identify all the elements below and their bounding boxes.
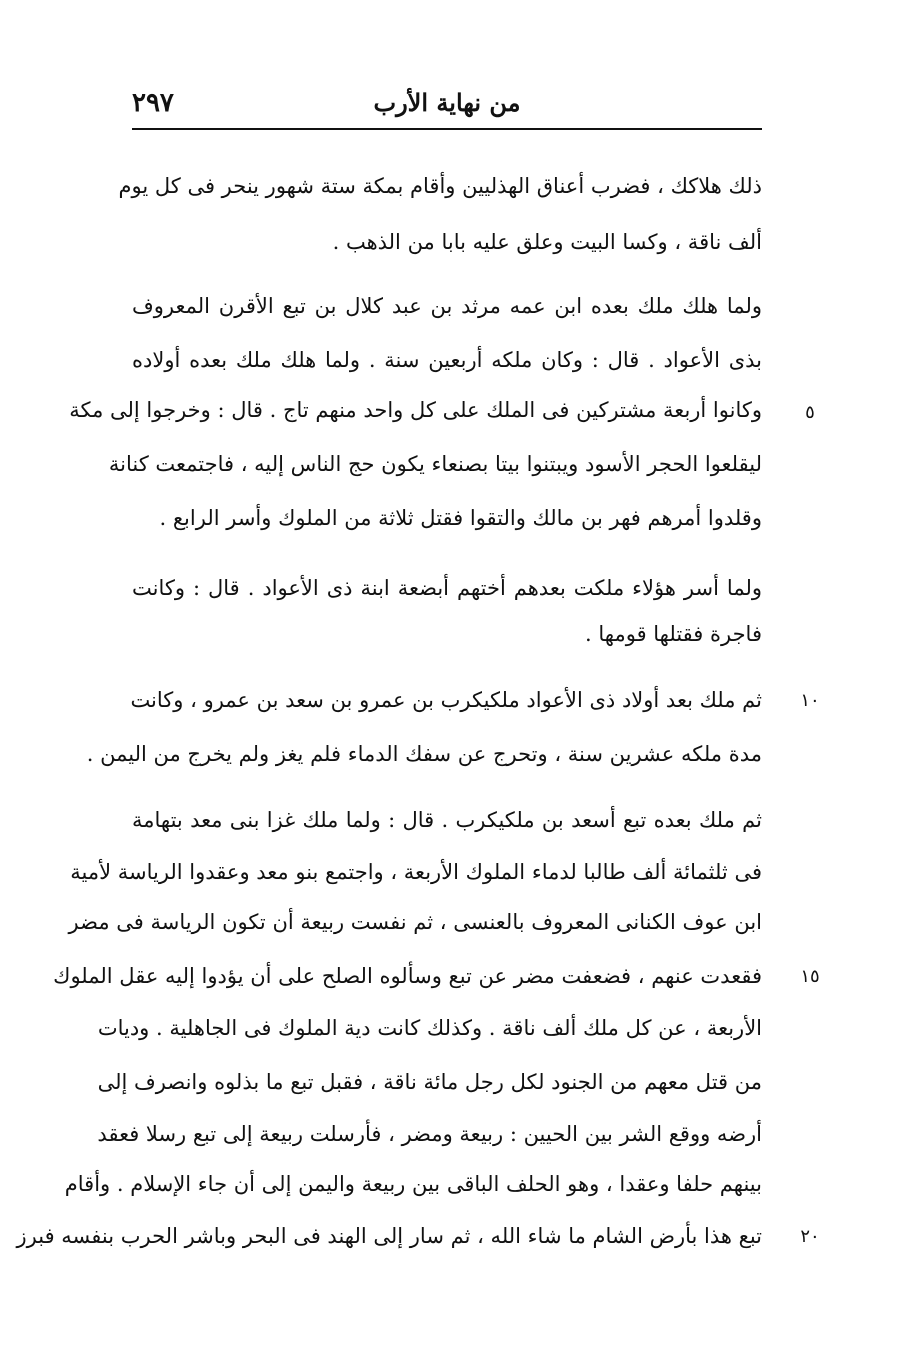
- text-line: بينهم حلفا وعقدا ، وهو الحلف الباقى بين ربيعة واليمن إلى أن جاء الإسلام . وأقام: [64, 1172, 762, 1196]
- line-number: ٢٠: [800, 1226, 820, 1247]
- text-line: بذى الأعواد . قال : وكان ملكه أربعين سنة . ولما هلك ملك بعده أولاده: [132, 348, 762, 372]
- page-number: ٢٩٧: [132, 88, 174, 118]
- text-line: ابن عوف الكنانى المعروف بالعنسى ، ثم نفست ربيعة أن تكون الرياسة فى مضر: [68, 910, 762, 934]
- text-line: وكانوا أربعة مشتركين فى الملك على كل واحد منهم تاج . قال : وخرجوا إلى مكة: [69, 398, 762, 422]
- text-line: ثم ملك بعد أولاد ذى الأعواد ملكيكرب بن عمرو بن سعد بن عمرو ، وكانت: [130, 688, 762, 712]
- text-line: ذلك هلاكك ، فضرب أعناق الهذليين وأقام بمكة ستة شهور ينحر فى كل يوم: [118, 174, 762, 198]
- page-header: [132, 84, 762, 130]
- text-line: من قتل معهم من الجنود لكل رجل مائة ناقة ، فقبل تبع ما بذلوه وانصرف إلى: [97, 1070, 762, 1094]
- line-number: ٥: [805, 402, 815, 423]
- text-line: ليقلعوا الحجر الأسود ويبتنوا بيتا بصنعاء يكون حج الناس إليه ، فاجتمعت كنانة: [108, 452, 762, 476]
- text-line: فى ثلثمائة ألف طالبا لدماء الملوك الأربعة ، واجتمع بنو معد وعقدوا الرياسة لأمية: [70, 860, 762, 884]
- line-number: ١٠: [800, 690, 820, 711]
- text-line: وقلدوا أمرهم فهر بن مالك والتقوا فقتل ثلاثة من الملوك وأسر الرابع .: [159, 506, 762, 530]
- text-line: فاجرة فقتلها قومها .: [585, 622, 762, 646]
- text-line: أرضه ووقع الشر بين الحيين : ربيعة ومضر ، فأرسلت ربيعة إلى تبع رسلا فعقد: [97, 1122, 762, 1146]
- text-line: تبع هذا بأرض الشام ما شاء الله ، ثم سار إلى الهند فى البحر وباشر الحرب بنفسه فبرز: [16, 1224, 762, 1248]
- text-line: ألف ناقة ، وكسا البيت وعلق عليه بابا من الذهب .: [332, 230, 762, 254]
- text-line: الأربعة ، عن كل ملك ألف ناقة . وكذلك كانت دية الملوك فى الجاهلية . وديات: [97, 1016, 762, 1040]
- text-line: ولما أسر هؤلاء ملكت بعدهم أختهم أبضعة ابنة ذى الأعواد . قال : وكانت: [132, 576, 762, 600]
- line-number: ١٥: [800, 966, 820, 987]
- text-line: ولما هلك ملك بعده ابن عمه مرثد بن عبد كلال بن تبع الأقرن المعروف: [132, 294, 762, 318]
- running-title: من نهاية الأرب: [373, 88, 521, 117]
- text-line: مدة ملكه عشرين سنة ، وتحرج عن سفك الدماء فلم يغز ولم يخرج من اليمن .: [86, 742, 762, 766]
- text-line: فقعدت عنهم ، فضعفت مضر عن تبع وسألوه الصلح على أن يؤدوا إليه عقل الملوك: [53, 964, 762, 988]
- text-line: ثم ملك بعده تبع أسعد بن ملكيكرب . قال : ولما ملك غزا بنى معد بتهامة: [132, 808, 762, 832]
